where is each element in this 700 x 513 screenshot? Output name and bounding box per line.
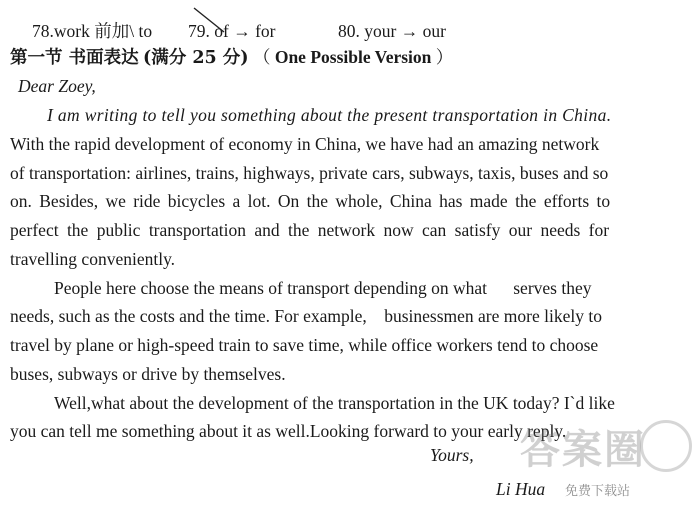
watermark-circle <box>640 420 692 472</box>
section-score: (满分 25 分) <box>142 48 249 68</box>
letter-line-6: travelling conveniently. <box>10 249 176 269</box>
letter-line-1: I am writing to tell you something about the present transportation in China. <box>47 105 612 125</box>
letter-line-3: of transportation: airlines, trains, highways, private cars, subways, taxis, buses and so <box>10 163 609 183</box>
section-title: 第一节 书面表达 <box>10 48 139 68</box>
version-label: One Possible Version <box>274 47 432 67</box>
closing: Yours, <box>430 445 474 465</box>
letter-line-4: on. Besides, we ride bicycles a lot. On the whole, China has made the efforts to <box>10 191 611 211</box>
paren-close: ） <box>435 48 454 68</box>
section-header <box>10 46 453 69</box>
letter-line-12: you can tell me something about it as well.Looking forward to your early reply. <box>10 421 567 441</box>
answer-80: 80. your → our <box>338 21 446 41</box>
letter-line-10: buses, subways or drive by themselves. <box>10 364 286 384</box>
watermark-subtext: 免费下载站 <box>565 484 631 499</box>
signature: Li Hua <box>496 479 546 499</box>
answer-78: 78.work 前加\ to <box>32 21 153 41</box>
letter-line-5: perfect the public transportation and the network now can satisfy our needs for <box>10 220 610 240</box>
paren-open: （ <box>252 48 271 68</box>
letter-line-2: With the rapid development of economy in China, we have had an amazing network <box>10 134 600 154</box>
letter-line-11: Well,what about the development of the transportation in the UK today? I`d like <box>54 393 615 413</box>
letter-line-9: travel by plane or high-speed train to save time, while office workers tend to choose <box>10 335 599 355</box>
strike-mark <box>190 4 230 34</box>
watermark-logo: 答案圈 <box>520 427 646 473</box>
letter-line-8: needs, such as the costs and the time. For example, businessmen are more likely to <box>10 306 602 326</box>
letter-line-7: People here choose the means of transport depending on what serves they <box>54 278 592 298</box>
answer-79: 79. of → for <box>188 21 276 41</box>
greeting: Dear Zoey, <box>18 76 96 96</box>
